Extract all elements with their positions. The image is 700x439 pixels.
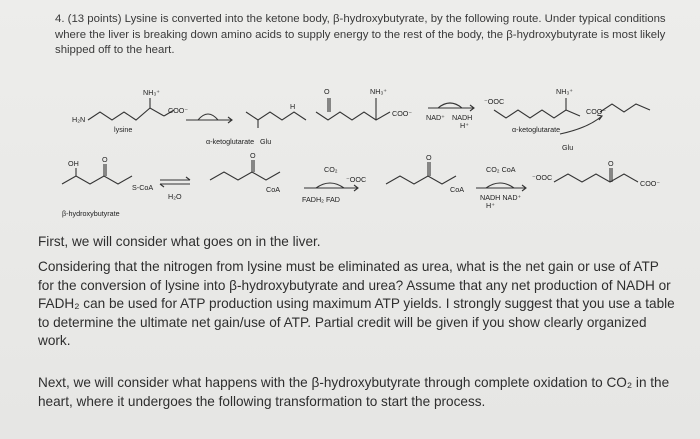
label-ooc-3: ⁻OOC [532, 173, 553, 182]
label-co2-coa: CO₂ CoA [486, 165, 516, 174]
label-coo-2: COO⁻ [392, 109, 413, 118]
label-nh3-1: NH₃⁺ [143, 88, 161, 97]
label-coa-2: CoA [450, 185, 464, 194]
label-nadh: NADH [452, 113, 473, 122]
label-h-ald: H [290, 102, 296, 111]
label-hplus-1: H⁺ [460, 121, 469, 130]
question-intro: Lysine is converted into the ketone body, β-hydroxybutyrate, by the following route. Under typical conditions where the liver is breaking down amino acids to supply energy to the rest of the body, the β-hydroxybutyrate is most likely shipped off to the heart. [55, 13, 666, 56]
scheme-labels [62, 87, 660, 218]
label-lysine: lysine [114, 125, 133, 134]
label-nh3-2: NH₃⁺ [370, 87, 388, 96]
label-akg-2: α-ketoglutarate [512, 125, 561, 134]
label-coo-3: COO⁻ [586, 107, 607, 116]
label-o-5: O [608, 159, 614, 168]
label-akg-1: α-ketoglutarate [206, 137, 255, 146]
label-h2o: H₂O [168, 192, 182, 201]
label-glu-1: Glu [260, 137, 272, 146]
label-ooc-2: ⁻OOC [346, 175, 367, 184]
label-nadh-nad: NADH NAD⁺ [480, 193, 522, 202]
label-fadh2-fad: FADH₂ FAD [302, 195, 340, 204]
paragraph-heart: Next, we will consider what happens with the β-hydroxybutyrate through complete oxidation to CO₂ in the heart, where it undergoes the following transformation to start the process. [38, 375, 670, 409]
label-scoa: S-CoA [132, 183, 154, 192]
label-oh: OH [68, 159, 79, 168]
label-coo-4: COO⁻ [640, 179, 661, 188]
question-header [55, 12, 675, 59]
label-glu-2: Glu [562, 143, 574, 152]
label-h2n: H₂N [72, 115, 86, 124]
label-o-3: O [250, 151, 256, 160]
label-co2-1: CO₂ [324, 165, 338, 174]
label-coa-1: CoA [266, 185, 280, 194]
label-bhb: β-hydroxybutyrate [62, 209, 120, 218]
label-o-1: O [324, 87, 330, 96]
label-o-2: O [102, 155, 108, 164]
label-ooc-1: ⁻OOC [484, 97, 505, 106]
label-hplus-2: H⁺ [486, 201, 495, 210]
paragraph-atp-question: Considering that the nitrogen from lysine must be eliminated as urea, what is the net gain or use of ATP for the conversion of lysine into β-hydroxybutyrate and urea? Assume that any net production of NADH or FADH₂ can be used for ATP production using maximum ATP yields. I strongly suggest that you use a table to determine the ultimate net gain/use of ATP. Partial credit will be given if you show clearly organized work. [38, 259, 675, 349]
question-points: (13 points) [67, 13, 122, 25]
question-number: 4. [55, 13, 65, 25]
reaction-scheme [40, 76, 680, 228]
paragraph-liver: First, we will consider what goes on in the liver. [38, 234, 321, 249]
label-coo-1: COO⁻ [168, 106, 189, 115]
label-nh3-3: NH₃⁺ [556, 87, 574, 96]
label-o-4: O [426, 153, 432, 162]
label-nad: NAD⁺ [426, 113, 445, 122]
